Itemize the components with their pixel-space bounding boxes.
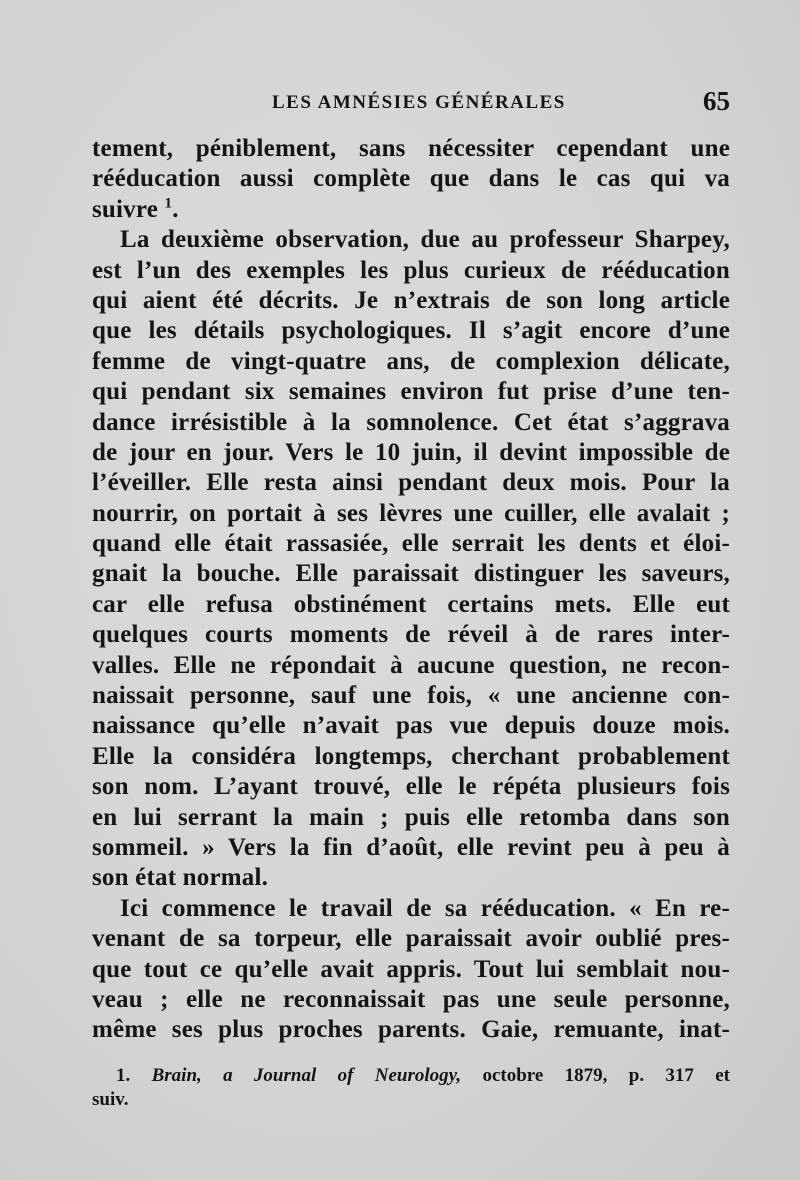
text-line: qui pendant six semaines environ fut prise d’une ten- <box>92 378 730 406</box>
text-line: rééducation aussi complète que dans le cas qui va <box>92 165 730 193</box>
text-line: l’éveiller. Elle resta ainsi pendant deux mois. Pour la <box>92 469 730 497</box>
text-line: de jour en jour. Vers le 10 juin, il devint impossible de <box>92 438 730 466</box>
footnote-reference: 1 <box>164 195 173 212</box>
text-line: quelques courts moments de réveil à de rares inter- <box>92 621 730 649</box>
text-line: veau ; elle ne reconnaissait pas une seule personne, <box>92 985 730 1013</box>
page-number: 65 <box>703 86 730 116</box>
paragraph-first-line: La deuxième observation, due au professeur Sharpey, <box>120 226 730 254</box>
footnote-marker: 1. <box>116 1065 131 1086</box>
text-line: Elle la considéra longtemps, cherchant probablement <box>92 742 730 770</box>
text-line: quand elle était rassasiée, elle serrait les dents et éloi- <box>92 530 730 558</box>
text-line: en lui serrant la main ; puis elle retomba dans son <box>92 803 730 831</box>
text-line: dance irrésistible à la somnolence. Cet état s’aggrava <box>92 408 730 436</box>
text-line: est l’un des exemples les plus curieux de rééducation <box>92 256 730 284</box>
text-line: car elle refusa obstinément certains mets. Elle eut <box>92 590 730 618</box>
text-line: qui aient été décrits. Je n’extrais de son long article <box>92 286 730 314</box>
text-line: suivre $^1$. <box>92 195 179 223</box>
text-line: naissance qu’elle n’avait pas vue depuis douze mois. <box>92 712 730 740</box>
paragraph-first-line: Ici commence le travail de sa rééducation. « En re- <box>120 894 730 922</box>
footnote-line <box>92 1064 730 1088</box>
text-line: son nom. L’ayant trouvé, elle le répéta plusieurs fois <box>92 773 730 801</box>
text-line: naissait personne, sauf une fois, « une ancienne con- <box>92 682 730 710</box>
text-line: que les détails psychologiques. Il s’agit encore d’une <box>92 317 730 345</box>
text-line: sommeil. » Vers la fin d’août, elle revint peu à peu à <box>92 833 730 861</box>
footnote-journal: Brain, a Journal of Neurology, <box>151 1065 462 1086</box>
running-head <box>92 86 730 122</box>
footnote-continuation: suiv. <box>92 1089 129 1110</box>
text-line: nourrir, on portait à ses lèvres une cuiller, elle avalait ; <box>92 499 730 527</box>
body-text <box>92 134 730 1046</box>
text-line: gnait la bouche. Elle paraissait distinguer les saveurs, <box>92 560 730 588</box>
text-line: même ses plus proches parents. Gaie, remuante, inat- <box>92 1016 730 1044</box>
text-line: valles. Elle ne répondait à aucune question, ne recon- <box>92 651 730 679</box>
footnote-citation: octobre 1879, p. 317 et <box>482 1065 731 1086</box>
text-line: tement, péniblement, sans nécessiter cependant une <box>92 135 730 162</box>
text-line: femme de vingt-quatre ans, de complexion délicate, <box>92 347 730 375</box>
running-title: LES AMNÉSIES GÉNÉRALES <box>272 92 566 113</box>
text-line: venant de sa torpeur, elle paraissait avoir oublié pres- <box>92 925 730 953</box>
text-line-content: suivre <box>92 195 159 223</box>
footnote <box>92 1064 730 1112</box>
text-line: que tout ce qu’elle avait appris. Tout lui semblait nou- <box>92 955 730 983</box>
text-line: son état normal. <box>92 864 269 892</box>
